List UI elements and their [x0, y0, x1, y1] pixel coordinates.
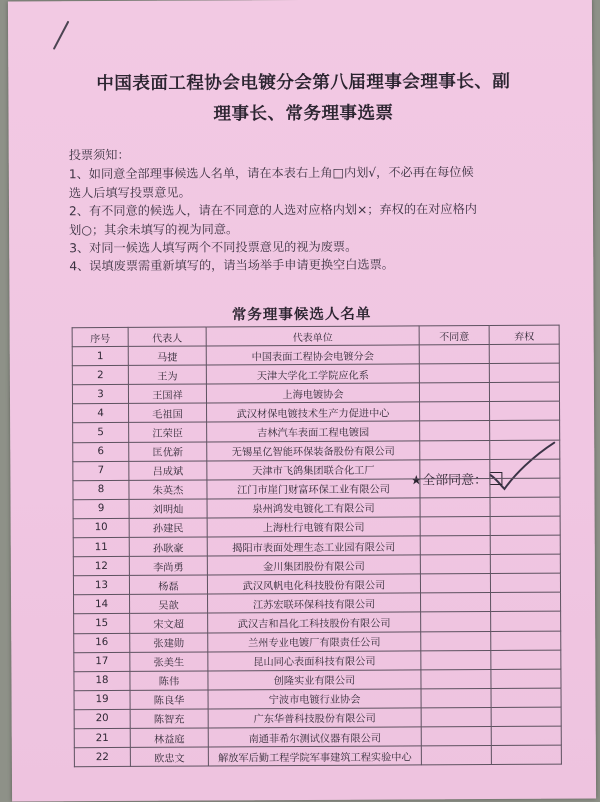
candidate-name: 江荣臣 [129, 422, 207, 442]
candidate-organization: 武汉风帆电化科技股份有限公司 [207, 574, 420, 594]
candidate-name: 匡优新 [129, 442, 207, 462]
table-row [73, 535, 560, 557]
candidate-organization: 兰州专业电镀厂有限责任公司 [208, 631, 421, 651]
abstain-cell[interactable] [491, 688, 561, 707]
header-organization: 代表单位 [206, 326, 419, 346]
candidate-organization: 吉林汽车表面工程电镀园 [207, 421, 420, 441]
disagree-cell[interactable] [419, 345, 489, 364]
abstain-cell[interactable] [490, 402, 560, 421]
candidate-number: 13 [73, 576, 129, 595]
instruction-line: 划○；其余未填写的视为同意。 [69, 221, 239, 237]
candidate-name: 刘明灿 [129, 499, 207, 519]
candidate-name: 孙建民 [129, 518, 207, 538]
disagree-cell[interactable] [420, 402, 490, 421]
candidate-name: 陈伟 [130, 671, 208, 691]
abstain-cell[interactable] [489, 382, 559, 401]
candidate-number: 1 [72, 347, 128, 366]
agree-all-label: ★全部同意： [410, 473, 488, 489]
table-row [73, 497, 560, 519]
table-row [74, 650, 561, 672]
instruction-line: 3、对同一候选人填写两个不同投票意见的视为废票。 [69, 239, 358, 256]
table-row [73, 440, 560, 462]
disagree-cell[interactable] [421, 688, 491, 707]
candidate-organization: 上海杜行电镀有限公司 [207, 517, 420, 537]
abstain-cell[interactable] [489, 344, 559, 363]
candidate-number: 19 [74, 690, 130, 709]
voting-instructions [69, 144, 570, 276]
table-row [74, 631, 561, 653]
candidate-organization: 江苏宏联环保科技有限公司 [208, 593, 421, 613]
candidate-name: 孙耿豪 [129, 537, 207, 557]
candidate-number: 6 [73, 442, 129, 461]
instruction-line: 2、有不同意的候选人，请在不同意的人选对应格内划×；弃权的在对应格内 [68, 202, 478, 219]
candidate-organization: 金川集团股份有限公司 [207, 555, 420, 575]
candidate-organization: 中国表面工程协会电镀分会 [206, 345, 419, 365]
disagree-cell[interactable] [420, 478, 490, 497]
disagree-cell[interactable] [420, 536, 490, 555]
disagree-cell[interactable] [421, 746, 491, 765]
candidate-organization: 无锡星亿智能环保装备股份有限公司 [207, 440, 420, 460]
table-row [74, 726, 561, 748]
disagree-cell[interactable] [421, 631, 491, 650]
candidate-name: 毛祖国 [129, 403, 207, 423]
header-representative: 代表人 [128, 327, 206, 347]
abstain-cell[interactable] [490, 421, 560, 440]
pen-stroke-mark [53, 21, 70, 50]
abstain-cell[interactable] [490, 554, 560, 573]
header-abstain: 弃权 [489, 325, 559, 344]
table-row [72, 363, 559, 385]
header-disagree: 不同意 [419, 326, 489, 345]
abstain-cell[interactable] [491, 669, 561, 688]
abstain-cell[interactable] [491, 707, 561, 726]
candidate-number: 16 [74, 633, 130, 652]
disagree-cell[interactable] [420, 574, 490, 593]
abstain-cell[interactable] [490, 573, 560, 592]
candidate-number: 7 [73, 461, 129, 480]
candidate-list-title: 常务理事候选人名单 [231, 305, 372, 324]
table-row [72, 344, 559, 366]
candidate-organization: 创隆实业有限公司 [208, 670, 421, 690]
abstain-cell[interactable] [491, 726, 561, 745]
candidate-name: 欧忠文 [130, 747, 208, 767]
candidate-organization: 广东华普科技股份有限公司 [208, 708, 421, 728]
disagree-cell[interactable] [420, 555, 490, 574]
candidate-name: 王为 [128, 365, 206, 385]
candidate-number: 15 [74, 614, 130, 633]
candidate-table [72, 325, 562, 768]
candidate-name: 马捷 [128, 346, 206, 366]
disagree-cell[interactable] [421, 593, 491, 612]
candidate-number: 17 [74, 652, 130, 671]
candidate-organization: 上海电镀协会 [206, 383, 419, 403]
candidate-number: 2 [72, 366, 128, 385]
candidate-organization: 武汉吉和昌化工科技股份有限公司 [208, 612, 421, 632]
table-row [74, 688, 561, 710]
table-row [74, 669, 561, 691]
abstain-cell[interactable] [490, 478, 560, 497]
disagree-cell[interactable] [421, 726, 491, 745]
table-row [73, 573, 560, 595]
disagree-cell[interactable] [421, 612, 491, 631]
abstain-cell[interactable] [490, 535, 560, 554]
table-row [73, 516, 560, 538]
candidate-number: 10 [73, 518, 129, 537]
table-row [72, 382, 559, 404]
candidate-number: 18 [74, 671, 130, 690]
candidate-number: 20 [74, 709, 130, 728]
candidate-organization: 昆山同心表面科技有限公司 [208, 650, 421, 670]
candidate-number: 11 [73, 537, 129, 556]
candidate-name: 林益庭 [130, 728, 208, 748]
candidate-name: 张美生 [130, 652, 208, 672]
table-row [74, 612, 561, 634]
candidate-organization: 江门市崖门财富环保工业有限公司 [207, 479, 420, 499]
disagree-cell[interactable] [421, 707, 491, 726]
disagree-cell[interactable] [420, 459, 490, 478]
disagree-cell[interactable] [421, 669, 491, 688]
disagree-cell[interactable] [420, 421, 490, 440]
abstain-cell[interactable] [491, 612, 561, 631]
candidate-organization: 泉州鸿发电镀化工有限公司 [207, 498, 420, 518]
table-row [73, 478, 560, 500]
abstain-cell[interactable] [489, 363, 559, 382]
candidate-number: 21 [74, 728, 130, 747]
candidate-number: 22 [74, 747, 130, 766]
table-header-row [72, 325, 559, 347]
candidate-name: 陈智充 [130, 709, 208, 729]
title-line-2: 理事长、常务理事选票 [213, 103, 394, 125]
disagree-cell[interactable] [420, 440, 490, 459]
candidate-organization: 解放军后勤工程学院军事建筑工程实验中心 [208, 746, 421, 766]
candidate-name: 李尚勇 [129, 556, 207, 576]
candidate-organization: 武汉材保电镀技术生产力促进中心 [207, 402, 420, 422]
disagree-cell[interactable] [421, 650, 491, 669]
candidate-organization: 揭阳市表面处理生态工业园有限公司 [207, 536, 420, 556]
candidate-name: 朱英杰 [129, 480, 207, 500]
abstain-cell[interactable] [490, 459, 560, 478]
abstain-cell[interactable] [491, 592, 561, 611]
abstain-cell[interactable] [491, 745, 561, 764]
abstain-cell[interactable] [491, 650, 561, 669]
table-row [73, 459, 560, 481]
candidate-number: 12 [73, 557, 129, 576]
candidate-organization: 天津大学化工学院应化系 [206, 364, 419, 384]
table-row [73, 402, 560, 424]
instruction-line: 4、误填废票需重新填写的，请当场举手申请更换空白选票。 [69, 257, 394, 274]
candidate-number: 3 [72, 385, 128, 404]
candidate-organization: 天津市飞鸽集团联合化工厂 [207, 460, 420, 480]
disagree-cell[interactable] [419, 364, 489, 383]
header-number: 序号 [72, 327, 128, 346]
table-row [74, 707, 561, 729]
candidate-organization: 宁波市电镀行业协会 [208, 689, 421, 709]
disagree-cell[interactable] [419, 383, 489, 402]
abstain-cell[interactable] [490, 516, 560, 535]
table-row [74, 592, 561, 614]
candidate-name: 王国祥 [128, 384, 206, 404]
candidate-name: 吕成斌 [129, 461, 207, 481]
table-row [73, 554, 560, 576]
candidate-number: 9 [73, 499, 129, 518]
table-row [73, 421, 560, 443]
candidate-name: 吴歆 [130, 594, 208, 614]
candidate-number: 5 [73, 423, 129, 442]
instruction-line: 选人后填写投票意见。 [68, 185, 191, 201]
disagree-cell[interactable] [420, 497, 490, 516]
title-line-1: 中国表面工程协会电镀分会第八届理事会理事长、副 [96, 71, 511, 95]
ballot-title [38, 67, 568, 132]
candidate-name: 杨磊 [129, 575, 207, 595]
candidate-organization: 南通菲希尔测试仪器有限公司 [208, 727, 421, 747]
candidate-number: 8 [73, 480, 129, 499]
disagree-cell[interactable] [420, 516, 490, 535]
instructions-heading: 投票须知： [68, 147, 130, 163]
candidate-name: 陈良华 [130, 690, 208, 710]
instruction-line: 1、如同意全部理事候选人名单，请在本表右上角□内划√，不必再在每位候 [68, 165, 474, 182]
candidate-number: 4 [73, 404, 129, 423]
ballot-paper [8, 0, 596, 802]
candidate-name: 宋文超 [130, 613, 208, 633]
table-row [74, 745, 561, 767]
abstain-cell[interactable] [490, 440, 560, 459]
candidate-name: 张建勋 [130, 632, 208, 652]
candidate-number: 14 [74, 595, 130, 614]
abstain-cell[interactable] [490, 497, 560, 516]
abstain-cell[interactable] [491, 631, 561, 650]
